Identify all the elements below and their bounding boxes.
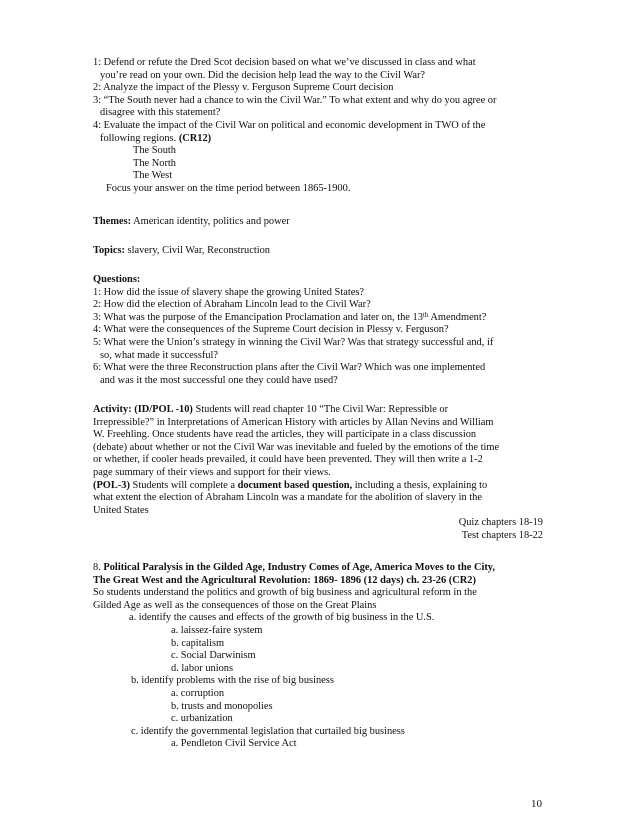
unit-8-desc-line-2: Gilded Age as well as the consequences of those on the Great Plains bbox=[93, 599, 377, 611]
questions-label: Questions: bbox=[93, 274, 141, 285]
unit-8-number: 8. bbox=[93, 562, 104, 573]
question-4: 4: What were the consequences of the Supreme Court decision in Plessy v. Ferguson? bbox=[93, 324, 449, 336]
question-6-line-2: and was it the most successful one they could have used? bbox=[100, 374, 338, 386]
pol3-label: (POL-3) bbox=[93, 479, 130, 491]
essay-2: 2: Analyze the impact of the Plessy v. Ferguson Supreme Court decision bbox=[93, 82, 394, 94]
objective-a-item: b. capitalism bbox=[171, 637, 225, 649]
activity-line-1: Students will read chapter 10 “The Civil War: Repressible or bbox=[192, 404, 449, 415]
objective-a-item: a. laissez-faire system bbox=[171, 624, 263, 636]
question-5-line-1: 5: What were the Union’s strategy in winning the Civil War? Was that strategy successful and, if bbox=[93, 336, 494, 348]
unit-8-title-line-1: Political Paralysis in the Gilded Age, Industry Comes of Age, America Moves to the City, bbox=[103, 562, 496, 573]
questions bbox=[93, 274, 553, 387]
objective-a: a. identify the causes and effects of the growth of big business in the U.S. bbox=[129, 612, 435, 624]
pol3-text-end: including a thesis, explaining to bbox=[352, 479, 488, 491]
activity-line-6: page summary of their views and support for their views. bbox=[93, 466, 331, 478]
question-5-line-2: so, what made it successful? bbox=[100, 349, 219, 361]
topics bbox=[93, 245, 553, 258]
activity-line-4: (debate) about whether or not the Civil War was inevitable and fueled by the emotions of the time bbox=[93, 441, 500, 453]
essay-4-line-2 bbox=[93, 133, 553, 146]
topics-text: slavery, Civil War, Reconstruction bbox=[124, 245, 271, 256]
unit-8-desc-line-1: So students understand the politics and growth of big business and agricultural reform in the bbox=[93, 587, 477, 599]
objective-a-item: c. Social Darwinism bbox=[171, 650, 256, 662]
region-south: The South bbox=[133, 145, 177, 157]
themes-text: American identity, politics and power bbox=[131, 216, 290, 227]
essay-4-tag: (CR12) bbox=[178, 132, 212, 144]
essay-1-line-1: 1: Defend or refute the Dred Scot decision based on what we’ve discussed in class and what bbox=[93, 57, 476, 68]
essay-4-text: following regions. bbox=[100, 132, 177, 144]
activity-line-3: W. Freehling. Once students have read the articles, they will participate in a class discussion bbox=[93, 429, 477, 441]
question-3 bbox=[93, 312, 553, 325]
objective-b-item: c. urbanization bbox=[171, 713, 233, 725]
focus-note: Focus your answer on the time period between 1865-1900. bbox=[106, 182, 351, 194]
objective-c-item: a. Pendleton Civil Service Act bbox=[171, 738, 297, 750]
essay-3-line-2: disagree with this statement? bbox=[100, 107, 221, 119]
essay-prompts bbox=[93, 57, 553, 196]
activity bbox=[93, 404, 553, 543]
activity-line-2: Irrepressible?” in Interpretations of American History with articles by Allan Nevins and William bbox=[93, 416, 494, 428]
unit-8 bbox=[93, 562, 553, 751]
pol3-line-3: United States bbox=[93, 504, 149, 516]
region-north: The North bbox=[133, 157, 176, 169]
question-3-text: 3: What was the purpose of the Emancipation Proclamation and later on, the 13 bbox=[93, 311, 423, 323]
objective-b-item: a. corruption bbox=[171, 687, 225, 699]
activity-line-5: or whether, if cooler heads prevailed, it could have been prevented. They will then write a 1-2 bbox=[93, 454, 483, 466]
topics-label: Topics: bbox=[93, 245, 125, 256]
dbq-bold: document based question, bbox=[237, 479, 353, 491]
objective-b: b. identify problems with the rise of big business bbox=[131, 675, 334, 687]
objective-b-item: b. trusts and monopolies bbox=[171, 700, 273, 712]
essay-3-line-1: 3: “The South never had a chance to win the Civil War.” To what extent and why do you agree or bbox=[93, 94, 497, 106]
objective-c: c. identify the governmental legislation that curtailed big business bbox=[131, 725, 405, 737]
region-west: The West bbox=[133, 170, 173, 182]
unit-8-title-line-2: The Great West and the Agricultural Revolution: 1869- 1896 (12 days) ch. 23-26 (CR2) bbox=[93, 574, 476, 586]
themes-label: Themes: bbox=[93, 216, 132, 227]
question-3-sup: th bbox=[422, 310, 429, 319]
quiz-note: Quiz chapters 18-19 bbox=[458, 517, 543, 529]
question-6-line-1: 6: What were the three Reconstruction plans after the Civil War? Which was one implemented bbox=[93, 362, 486, 374]
question-1: 1: How did the issue of slavery shape the growing United States? bbox=[93, 286, 364, 298]
essay-1-line-2: you’re read on your own. Did the decision help lead the way to the Civil War? bbox=[100, 69, 426, 81]
pol3-text: Students will complete a bbox=[129, 479, 238, 491]
pol3-line-2: what extent the election of Abraham Lincoln was a mandate for the abolition of slavery in the bbox=[93, 492, 482, 504]
question-3-end: Amendment? bbox=[428, 311, 487, 323]
page-number: 10 bbox=[531, 798, 542, 810]
test-note: Test chapters 18-22 bbox=[461, 529, 543, 541]
question-2: 2: How did the election of Abraham Lincoln lead to the Civil War? bbox=[93, 299, 371, 311]
objective-a-item: d. labor unions bbox=[171, 662, 234, 674]
essay-4-line-1: 4: Evaluate the impact of the Civil War on political and economic development in TWO of the bbox=[93, 119, 486, 131]
activity-label: Activity: (ID/POL -10) bbox=[93, 404, 193, 415]
themes bbox=[93, 216, 553, 229]
